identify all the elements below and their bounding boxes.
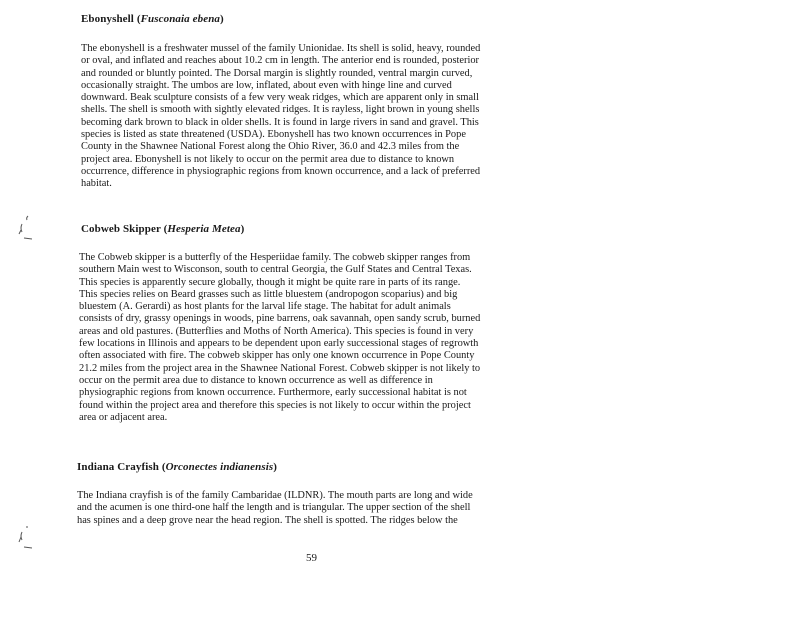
- section-heading-ebonyshell: Ebonyshell (Fusconaia ebena): [81, 13, 224, 25]
- paragraph-ebonyshell: [81, 43, 556, 191]
- heading-scientific-name: Fusconaia ebena: [140, 13, 221, 25]
- text-line: physiographic regions from known occurrence. Furthermore, early successional habitat is not: [79, 387, 467, 399]
- text-line: often associated with fire. The cobweb skipper has only one known occurrence in Pope County: [79, 350, 475, 362]
- text-line: consists of dry, grassy openings in woods, pine barrens, oak savannah, open sandy scrub, burned: [79, 313, 481, 325]
- heading-title: Indiana Crayfish: [77, 461, 159, 473]
- text-line: and the acumen is one third-one half the length and is triangular. The upper section of the shell: [77, 502, 471, 514]
- margin-scan-mark: [18, 214, 34, 242]
- paragraph-cobweb-skipper: [79, 252, 554, 424]
- text-line: occasionally straight. The umbos are low, inflated, about even with hinge line and curved: [81, 79, 452, 91]
- heading-title: Ebonyshell: [81, 13, 134, 25]
- text-line: species is listed as state threatened (USDA). Ebonyshell has two known occurrences in Pope: [81, 129, 466, 141]
- text-line: occur on the permit area due to distance to known occurrence as well as difference in: [79, 374, 433, 386]
- text-line: This species relies on Beard grasses such as little bluestem (andropogon scoparius) and big: [79, 288, 458, 300]
- text-line: bluestem (A. Gerardi) as host plants for the larval life stage. The habitat for adult animals: [79, 301, 451, 313]
- text-line: found within the project area and therefore this species is not likely to occur within the project: [79, 399, 471, 411]
- paragraph-indiana-crayfish: [77, 490, 552, 527]
- heading-title: Cobweb Skipper: [81, 223, 161, 235]
- page-number: 59: [306, 552, 317, 564]
- margin-scan-mark: [18, 524, 34, 552]
- text-line: The ebonyshell is a freshwater mussel of the family Unionidae. Its shell is solid, heavy, rounded: [81, 43, 481, 54]
- text-line: County in the Shawnee National Forest along the Ohio River, 36.0 and 42.3 miles from the: [81, 141, 460, 153]
- section-heading-cobweb-skipper: Cobweb Skipper (Hesperia Metea): [81, 223, 245, 235]
- text-line: southern Main west to Wisconson, south to central Georgia, the Gulf States and Central Texas.: [79, 264, 472, 276]
- text-line: and rounded or bluntly pointed. The Dorsal margin is slightly rounded, ventral margin curved,: [81, 67, 473, 79]
- text-line: downward. Beak sculpture consists of a few very weak ridges, which are apparent only in small: [81, 92, 479, 104]
- text-line: few locations in Illinois and appears to be dependent upon early successional stages of regrowth: [79, 338, 479, 350]
- text-line: This species is apparently secure globally, though it might be quite rare in parts of its range.: [79, 276, 461, 288]
- text-line: The Indiana crayfish is of the family Cambaridae (ILDNR). The mouth parts are long and wide: [77, 490, 473, 501]
- text-line: or oval, and inflated and reaches about 10.2 cm in length. The anterior end is rounded, posterior: [81, 55, 479, 67]
- text-line: has spines and a deep grove near the head region. The shell is spotted. The ridges below the: [77, 514, 458, 526]
- heading-scientific-name: Hesperia Metea: [167, 223, 241, 235]
- text-line: habitat.: [81, 178, 112, 190]
- text-line: occurrence, difference in physiographic regions from known occurrence, and a lack of preferred: [81, 165, 481, 177]
- text-line: 21.2 miles from the project area in the Shawnee National Forest. Cobweb skipper is not likely to: [79, 362, 481, 374]
- heading-scientific-name: Orconectes indianensis: [165, 461, 274, 473]
- text-line: The Cobweb skipper is a butterfly of the Hesperiidae family. The cobweb skipper ranges from: [79, 252, 471, 263]
- text-line: project area. Ebonyshell is not likely to occur on the permit area due to distance to known: [81, 153, 455, 165]
- text-line: shells. The shell is smooth with sightly elevated ridges. It is rayless, light brown in young shells: [81, 104, 480, 116]
- text-line: becoming dark brown to black in older shells. It is found in large rivers in sand and gravel. This: [81, 116, 479, 128]
- section-heading-indiana-crayfish: Indiana Crayfish (Orconectes indianensis): [77, 461, 277, 473]
- text-line: areas and old pastures. (Butterflies and Moths of North America). This species is found in very: [79, 325, 474, 337]
- text-line: area or adjacent area.: [79, 411, 168, 423]
